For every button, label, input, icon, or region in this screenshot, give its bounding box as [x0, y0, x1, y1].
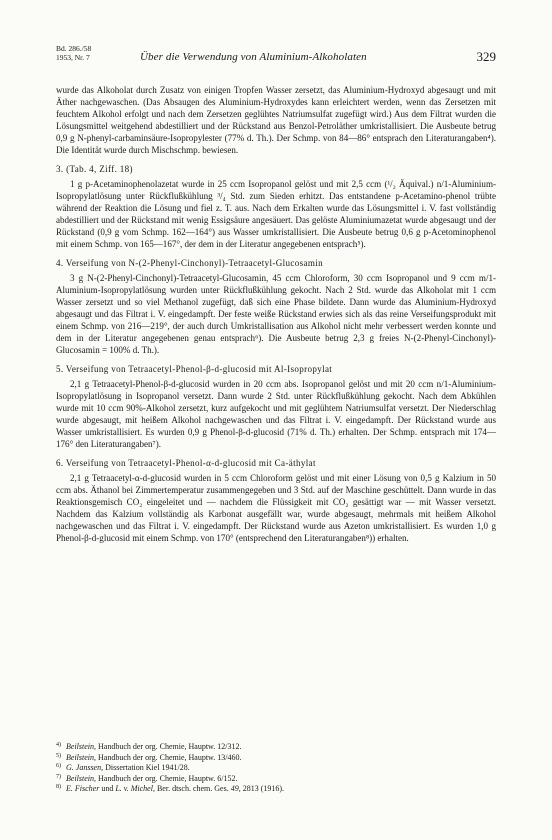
page-number: 329 [476, 49, 496, 64]
volume-info [56, 44, 91, 62]
section-heading-5: 5. Verseifung von Tetraacetyl-Phenol-β-d-glucosid mit Al-Isopropylat [56, 364, 333, 374]
section-text-5: 2,1 g Tetraacetyl-Phenol-β-d-glucosid wurden in 20 ccm abs. Isopropanol gelöst und mit 20 ccm n/1-Aluminium-Isopropylatlösung in Isopropanol versetzt. Dann wurde 2 Std. unter Rückflußkühlung gekocht. Nach dem Abkühlen wurde mit 10 ccm 90%-Alkohol zersetzt, kurz aufgekocht und mit geglühtem Natriumsulfat versetzt. Der Niederschlag wurde abgesaugt, mit heißem Alkohol nachgewaschen und das Filtrat i. V. eingedampft. Der Rückstand wurde aus Wasser umkristallisiert. Es wurden 0,9 g Phenol-β-d-glucosid (71% d. Th.) erhalten. Der Schmp. entsprach mit 174—176° den Literaturangaben⁷). [56, 379, 496, 449]
volume-line: Bd. 286./58 [56, 44, 92, 53]
page-header [56, 44, 496, 74]
section-text-4: 3 g N-(2-Phenyl-Cinchonyl)-Tetraacetyl-Glucosamin, 45 ccm Chloroform, 30 ccm Isopropanol und 9 ccm m/1-Aluminium-Isopropylatlösung wurden unter Rückflußkühlung gekocht. Nach 2 Std. wurde das Alkoholat mit 1 ccm Wasser zersetzt und so viel Methanol zugefügt, daß sich eine Phase bildete. Dann wurde das Aluminium-Hydroxyd abgesaugt und das Filtrat i. V. eingedampft. Der feste weiße Rückstand erwies sich als das reine Verseifungsprodukt mit einem Schmp. von 216—219°, der auch durch Umkristallisation aus Alkohol nicht mehr verbessert werden konnte und dem in der Literatur angegebenen genau entsprach⁶). Die Ausbeute betrug 2,3 g freies N-(2-Phenyl-Cinchonyl)-Glucosamin = 100% d. Th.). [56, 273, 496, 355]
footnote-volume: 49 [230, 784, 239, 793]
section-text-6: 2,1 g Tetraacetyl-α-d-glucosid wurden in 5 ccm Chloroform gelöst und mit einer Lösung von 0,5 g Kalzium in 50 ccm abs. Äthanol bei Zimmertemperatur zusammengegeben und 3 Std. auf der Maschine geschüttelt. Dann wurde in das Reaktionsgemisch CO₂ eingeleitet und — nachdem die Flüssigkeit mit CO₂ gesättigt war — mit Wasser versetzt. Nachdem das Kalzium vollständig als Karbonat ausgefällt war, wurde abgesaugt, mehrmals mit heißem Alkohol nachgewaschen und das Filtrat i. V. eingedampft. Der Rückstand wurde aus Azeton umkristallisiert. Es wurden 1,0 g Phenol-β-d-glucosid mit einem Schmp. von 170° (entsprechend den Literaturangaben⁸)) erhalten. [56, 473, 496, 543]
footnote-author: Beilstein [66, 773, 94, 783]
footnote-author: Beilstein [66, 742, 94, 751]
footnote [56, 784, 496, 795]
footnote [56, 763, 496, 774]
footnote [56, 742, 496, 753]
footnote-rest: , 2813 (1916). [238, 784, 285, 793]
article-body [56, 84, 496, 544]
footnote-author-2: L. v. Michel [115, 784, 153, 793]
footnote [56, 753, 496, 764]
year-issue-line: 1953, Nr. 7 [56, 53, 90, 62]
footnote-text-2: , Ber. dtsch. chem. Ges. [152, 784, 231, 793]
footnote-text: , Dissertation Kiel 1941/28. [101, 763, 190, 772]
section-heading-6: 6. Verseifung von Tetraacetyl-Phenol-α-d-glucosid mit Ca-äthylat [56, 458, 316, 468]
footnotes [56, 742, 496, 795]
footnote-number: 6) [56, 763, 61, 769]
footnote-author: G. Janssen [66, 763, 102, 772]
footnote-text: , Handbuch der org. Chemie, Hauptw. 13/460. [94, 752, 242, 762]
footnote-number: 4) [56, 742, 61, 748]
footnote-text: , Handbuch der org. Chemie, Hauptw. 6/152. [94, 773, 238, 783]
running-title: Über die Verwendung von Aluminium-Alkoholaten [140, 51, 367, 63]
footnote-number: 7) [56, 773, 61, 780]
footnote-number: 5) [56, 752, 61, 759]
section-heading-3: 3. (Tab. 4, Ziff. 18) [56, 164, 133, 174]
section-heading-4: 4. Verseifung von N-(2-Phenyl-Cinchonyl)-Tetraacetyl-Glucosamin [56, 258, 323, 268]
footnote-author: E. Fischer [66, 784, 100, 793]
footnote-text: , Handbuch der org. Chemie, Hauptw. 12/312. [94, 742, 242, 751]
paragraph-continuation: wurde das Alkoholat durch Zusatz von einigen Tropfen Wasser zersetzt, das Aluminium-Hydroxyd abgesaugt und mit Äther nachgewaschen. (Das Absaugen des Aluminium-Hydroxydes kann erleichtert werden, wenn das Zersetzen mit feuchtem Alkohol erfolgt und nach dem Zersetzen geglühtes Natriumsulfat zugefügt wird.) Aus dem Filtrat wurden die Lösungsmittel weitgehend abdestilliert und der Rückstand aus Benzol-Petroläther umkristallisiert. Die Ausbeute betrug 0,9 g N-phenyl-carbaminsäure-Isopropylester (77% d. Th.). Der Schmp. von 84—86° entsprach den Literaturangaben⁴). Die Identität wurde durch Mischschmp. bewiesen. [56, 85, 496, 155]
footnote-author: Beilstein [66, 752, 94, 762]
footnote-text: und [99, 784, 116, 793]
footnote-number: 8) [56, 784, 61, 790]
section-text-3: 1 g p-Acetaminophenolazetat wurde in 25 ccm Isopropanol gelöst und mit 2,5 ccm (¹/₂ Äquival.) n/1-Aluminium-Isopropylatlösung unter Rückflußkühlung ³/₄ Std. zum Sieden erhitzt. Das entstandene p-Acetamino-phenol trübte während der Reaktion die Lösung und fiel z. T. aus. Nach dem Erkalten wurde das Lösungsmittel i. V. fast vollständig abdestilliert und der Rückstand mit wenig Essigsäure angesäuert. Das gelöste Aluminiumazetat wurde abgesaugt und der Rückstand (0,9 g vom Schmp. 162—164°) aus Wasser umkristallisiert. Die Ausbeute betrug 0,6 g p-Acetominophenol mit einem Schmp. von 165—167°, der dem in der Literatur angegebenen entsprach⁵). [56, 179, 496, 249]
footnote [56, 774, 496, 785]
